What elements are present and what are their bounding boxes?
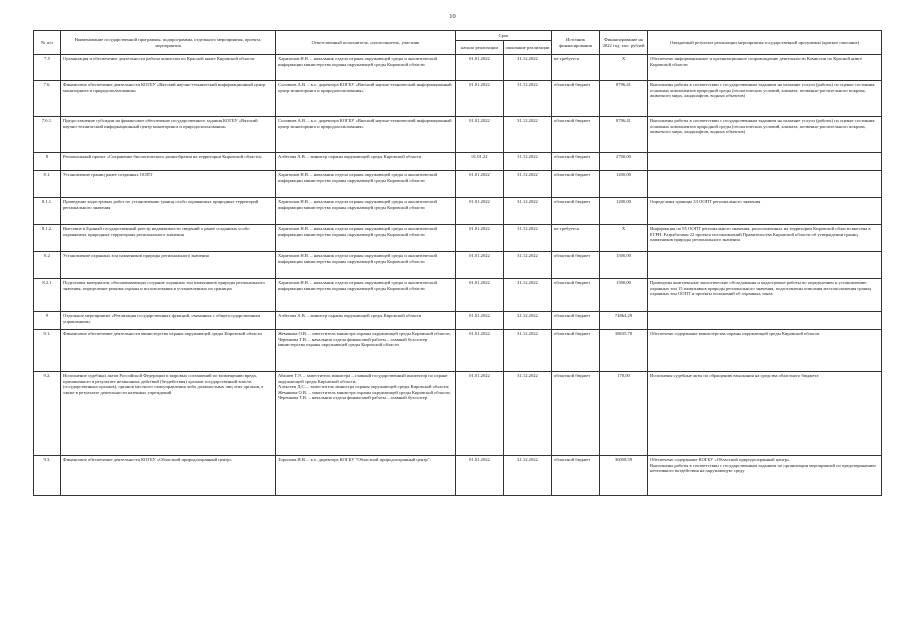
row-end-date: 31.12.2022: [504, 372, 552, 456]
row-funding-amount: 36058,59: [600, 456, 648, 496]
row-end-date: 31.12.2022: [504, 198, 552, 225]
row-funding-amount: Х: [600, 55, 648, 81]
row-name: Отдельное мероприятие «Реализация государственных функций, связанных с общегосударственным управлением»: [61, 312, 276, 330]
row-start-date: 01.01.2022: [456, 117, 504, 153]
row-funding-amount: Х: [600, 225, 648, 252]
header-start: начало реализации: [456, 41, 504, 55]
row-executor: Харитонов Н.В. – начальник отдела охраны окружающей среды и аналитической информации министерства охраны окружающей среды Кировской области: [276, 198, 456, 225]
table-row: [34, 279, 882, 312]
row-end-date: 31.12.2022: [504, 456, 552, 496]
table-row: [34, 330, 882, 372]
header-executor: Ответственный исполнитель, соисполнитель, участник: [276, 31, 456, 55]
row-number: 8.1.2.: [34, 225, 61, 252]
row-executor: Харитонов Н.В. – начальник отдела охраны окружающей среды и аналитической информации министерства охраны окружающей среды Кировской области: [276, 171, 456, 198]
row-result: [648, 312, 882, 330]
row-funding-source: областной бюджет: [552, 456, 600, 496]
table-body: [34, 55, 882, 496]
row-funding-amount: 1200,00: [600, 198, 648, 225]
table-row: [34, 198, 882, 225]
row-start-date: 01.01.2022: [456, 312, 504, 330]
row-number: 9.3.: [34, 456, 61, 496]
header-end: окончание реализации: [504, 41, 552, 55]
row-start-date: 01.01.2022: [456, 171, 504, 198]
table-row: [34, 153, 882, 171]
row-funding-source: областной бюджет: [552, 372, 600, 456]
row-number: 8.1.: [34, 171, 61, 198]
row-funding-amount: 38635,70: [600, 330, 648, 372]
table-row: [34, 456, 882, 496]
row-end-date: 31.12.2022: [504, 330, 552, 372]
row-number: 8.2.1: [34, 279, 61, 312]
row-funding-source: не требуется: [552, 55, 600, 81]
row-executor: Албегова А.В. – министр охраны окружающей среды Кировской области: [276, 153, 456, 171]
row-funding-amount: 1200,00: [600, 171, 648, 198]
row-end-date: 31.12.2022: [504, 81, 552, 117]
row-name: Финансовое обеспечение деятельности министерства охраны окружающей среды Кировской области: [61, 330, 276, 372]
row-executor: Албегова А.В. – министр охраны окружающей среды Кировской области: [276, 312, 456, 330]
row-name: Внесение в Единый государственный реестр недвижимости сведений о ранее созданных особо охраняемых природных территориях регионального значения: [61, 225, 276, 252]
row-end-date: 31.12.2022: [504, 252, 552, 279]
row-funding-source: областной бюджет: [552, 279, 600, 312]
row-funding-amount: 8796,41: [600, 81, 648, 117]
row-number: 7.6.: [34, 81, 61, 117]
row-name: Предоставление субсидии на финансовое обеспечение государственного задания КОГБУ «Вятский научно-технический информационный центр мониторинга и природопользования»: [61, 117, 276, 153]
row-funding-source: областной бюджет: [552, 252, 600, 279]
row-result: [648, 153, 882, 171]
row-name: Финансовое обеспечение деятельности КОГБУ «Вятский научно-технический информационный центр мониторинга и природопользования»: [61, 81, 276, 117]
row-start-date: 01.01.2022: [456, 372, 504, 456]
row-funding-source: не требуется: [552, 225, 600, 252]
row-end-date: 31.12.2022: [504, 171, 552, 198]
row-executor: Торопова И.В. – к.о. директора КОГБУ "Областной природоохранный центр";: [276, 456, 456, 496]
row-end-date: 31.12.2022: [504, 153, 552, 171]
row-start-date: 01.01.2022: [456, 279, 504, 312]
row-end-date: 31.12.2022: [504, 117, 552, 153]
row-executor: Харитонов Н.В. – начальник отдела охраны окружающей среды и аналитической информации министерства охраны окружающей среды Кировской области: [276, 55, 456, 81]
row-name: Исполнение судебных актов Российской Федерации и мировых соглашений по возмещению вреда, причиненного в результате незаконных действий (бездействия) органов государственной власти (государственных органов), органов местного самоуправления либо должностных лиц этих органов, а также в результате деятельности казенных учреждений: [61, 372, 276, 456]
row-number: 7.6.1.: [34, 117, 61, 153]
row-start-date: 01.01.2022: [456, 456, 504, 496]
row-name: Установление границ ранее созданных ООПТ: [61, 171, 276, 198]
row-result: Исполнены судебные акты по обращению взыскания на средства областного бюджета: [648, 372, 882, 456]
row-executor: Харитонов Н.В. – начальник отдела охраны окружающей среды и аналитической информации министерства охраны окружающей среды Кировской области: [276, 279, 456, 312]
row-result: Обеспечено информационное и организационное сопровождение деятельности Комиссии по Красной книге Кировской области: [648, 55, 882, 81]
table-row: [34, 81, 882, 117]
row-executor: Соловьев А.В. – к.о. директора КОГБУ «Вятский научно-технический информационный центр мониторинга и природопользования»: [276, 117, 456, 153]
row-funding-source: областной бюджет: [552, 153, 600, 171]
program-table: [33, 30, 882, 496]
table-row: [34, 252, 882, 279]
row-start-date: 01.01.2022: [456, 330, 504, 372]
row-start-date: 01.01.2022: [456, 55, 504, 81]
row-funding-amount: 1500,00: [600, 252, 648, 279]
row-result: [648, 252, 882, 279]
header-funding: Финансирование на 2022 год, тыс. рублей: [600, 31, 648, 55]
row-result: [648, 171, 882, 198]
table-row: [34, 55, 882, 81]
row-start-date: 01.01.2022: [456, 81, 504, 117]
header-result: Ожидаемый результат реализации мероприятия государственной программы (краткое описание): [648, 31, 882, 55]
row-number: 9.1.: [34, 330, 61, 372]
row-start-date: 01.01.2022: [456, 225, 504, 252]
row-end-date: 31.12.2022: [504, 225, 552, 252]
row-number: 8.2: [34, 252, 61, 279]
row-start-date: 01.01.22: [456, 153, 504, 171]
row-funding-source: областной бюджет: [552, 117, 600, 153]
table-header: [34, 31, 882, 55]
row-result: Обеспечено содержание министерства охраны окружающей среды Кировской области: [648, 330, 882, 372]
row-start-date: 01.01.2022: [456, 198, 504, 225]
row-funding-amount: 2700,00: [600, 153, 648, 171]
row-name: Организация и обеспечение деятельности работы комиссии по Красной книге Кировской области: [61, 55, 276, 81]
row-number: 8.1.1.: [34, 198, 61, 225]
row-executor: Соловьев А.В. – к.о. директора КОГБУ «Вятский научно-технический информационный центр мониторинга и природопользования»: [276, 81, 456, 117]
header-name: Наименование государственной программы, подпрограммы, отдельного мероприятия, проекта, мероприятия: [61, 31, 276, 55]
row-result: Обеспечено содержание КОГБУ «Областной природоохранный центр». Выполнены работы в соответствии с государственным заданием по организации мероприятий по предотвращению негативного воздействия на окружающую среду: [648, 456, 882, 496]
table-row: [34, 225, 882, 252]
row-result: Выполнены работы в соответствии с государственным заданием на оказание услуги (работы) по оценке состояния основных компонентов природной среды (геологических условий, климата, почвенно-растительного покрова, животного мира, ландшафтов, водных объектов): [648, 81, 882, 117]
row-result: Проведены комплексные экологические обследования и кадастровые работы по определению и установлению охранных зон 15 памятников природы регионального значения, подготовлены описания местоположения границ охранных зон ООПТ и проекты положений об охранных зонах: [648, 279, 882, 312]
row-funding-amount: 74864,29: [600, 312, 648, 330]
row-number: 7.5: [34, 55, 61, 81]
row-funding-amount: 170,00: [600, 372, 648, 456]
row-funding-source: областной бюджет: [552, 312, 600, 330]
row-result: Определены границы 33 ООПТ регионального значения: [648, 198, 882, 225]
row-name: Региональный проект «Сохранение биологического разнообразия на территории Кировской области»: [61, 153, 276, 171]
row-funding-source: областной бюджет: [552, 81, 600, 117]
row-end-date: 31.12.2022: [504, 312, 552, 330]
row-name: Установление охранных зон памятников природы регионального значения: [61, 252, 276, 279]
row-number: 8: [34, 153, 61, 171]
table-row: [34, 372, 882, 456]
row-name: Проведение кадастровых работ по установлению границ особо охраняемых природных территорий регионального значения: [61, 198, 276, 225]
header-term: Срок: [456, 31, 552, 41]
row-number: 9: [34, 312, 61, 330]
row-executor: Жемякова О.В. – заместитель министра охраны окружающей среды Кировской области; Черенкова Т.В. – начальник отдела финансовой работы – главный бухгалтер министерства охраны окружающей среды Кировской области: [276, 330, 456, 372]
table-row: [34, 312, 882, 330]
row-funding-source: областной бюджет: [552, 171, 600, 198]
row-funding-source: областной бюджет: [552, 330, 600, 372]
row-result: Выполнены работы в соответствии с государственным заданием на оказание услуги (работы) по оценке состояния основных компонентов природной среды (геологических условий, климата, почвенно-растительного покрова, животного мира, ландшафтов, водных объектов): [648, 117, 882, 153]
page-number: 10: [449, 13, 456, 20]
row-funding-amount: 8796,41: [600, 117, 648, 153]
row-result: Информация по 95 ООПТ регионального значения, расположенных на территории Кировской области внесена в ЕГРН. Разработаны 22 проекта постановлений Правительства Кировской области об утверждении границ памятников природы регионального значения: [648, 225, 882, 252]
row-funding-source: областной бюджет: [552, 198, 600, 225]
row-executor: Абашев Т.Э. – заместитель министра – главный государственный инспектор по охране окружающей среды Кировской области; Алексеев Д.С. – заместитель министра охраны окружающей среды Кировской области; Жемякова О.В. – заместитель министра охраны окружающей среды Кировской области; Черенкова Т.В. – начальник отдела финансовой работы – главный бухгалтер: [276, 372, 456, 456]
row-executor: Харитонов Н.В. – начальник отдела охраны окружающей среды и аналитической информации министерства охраны окружающей среды Кировской области: [276, 252, 456, 279]
table-row: [34, 171, 882, 198]
row-name: Финансовое обеспечение деятельности КОГБУ «Областной природоохранный центр»: [61, 456, 276, 496]
row-number: 9.2.: [34, 372, 61, 456]
table-row: [34, 117, 882, 153]
header-source: Источник финансирования: [552, 31, 600, 55]
header-no: № п/п: [34, 31, 61, 55]
row-funding-amount: 1500,00: [600, 279, 648, 312]
row-name: Подготовка материалов, обосновывающих создание охранных зон памятников природы регионального значения, определение режима охраны и использования в установленных их границах: [61, 279, 276, 312]
row-end-date: 31.12.2022: [504, 55, 552, 81]
row-executor: Харитонов Н.В. – начальник отдела охраны окружающей среды и аналитической информации министерства охраны окружающей среды Кировской области: [276, 225, 456, 252]
row-end-date: 31.12.2022: [504, 279, 552, 312]
row-start-date: 01.01.2022: [456, 252, 504, 279]
